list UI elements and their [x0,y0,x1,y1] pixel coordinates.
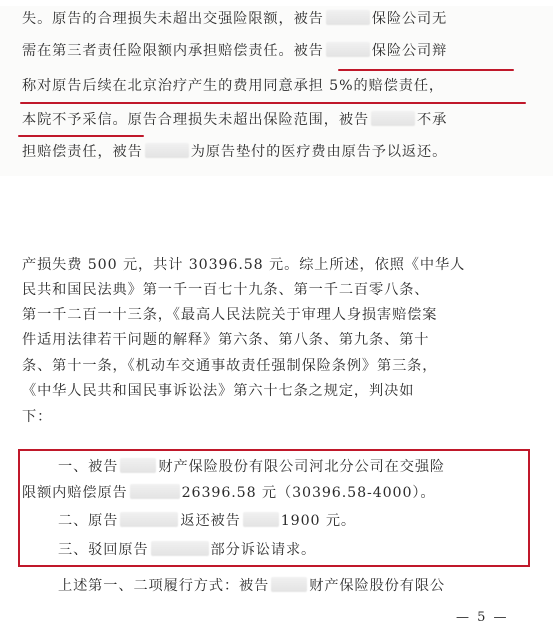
text-segment: 原告合理损失未超出保险范围，被告 [127,112,370,128]
text-segment: 26396.58 元（30396.58-4000）。 [181,485,436,501]
lower-line-5 [22,357,532,375]
text-segment: 一、被告 [58,459,119,475]
upper-line-3 [22,77,532,95]
text-segment: 条、第十一条，《机动车交通事故责任强制保险条例》第三条， [22,358,438,374]
red-underline [18,135,144,137]
text-segment: 财产保险股份有限公司河北分公司在交强险 [158,459,446,475]
text-segment: 民共和国民法典》第一千一百七十九条、第一千二百零八条、 [22,282,430,298]
text-segment: 失。原告的合理损失未超出交强险限额，被告 [22,11,324,27]
judgment-item-3 [58,541,553,559]
text-segment: 本院不予采信。 [22,112,128,128]
red-underline [338,69,514,71]
upper-line-1 [22,10,532,28]
text-segment: 件适用法律若干问题的解释》第六条、第八条、第九条、第十 [22,332,430,348]
upper-line-4 [22,111,532,129]
redacted-name [326,10,370,25]
redacted-name [120,458,156,473]
text-segment: 第一千二百一十三条，《最高人民法院关于审理人身损害赔偿案 [22,307,438,323]
redacted-name [271,577,307,592]
text-segment: 需在第三者责任险限额内承担赔偿责任。 [22,43,294,59]
footer-line [58,577,553,595]
text-segment: 担赔偿责任，被告 [22,144,143,160]
text-segment: 三、驳回原告 [58,542,149,558]
lower-line-1 [22,256,532,274]
text-segment: 称对原告后续在北京治疗产生的费用同意承担 5%的赔偿责任， [22,78,444,94]
judgment-item-1-cont [22,484,532,502]
text-segment: 财产保险股份有限公 [309,578,446,594]
judgment-item-1 [58,458,553,476]
text-segment: 二、原告 [58,513,119,529]
lower-line-6 [22,382,532,400]
upper-line-2 [22,42,532,60]
redacted-name [145,143,189,158]
judgment-item-2 [58,512,553,530]
text-segment: 部分诉讼请求。 [210,542,317,558]
text-segment: 保险公司辩 [371,43,448,59]
text-segment: 下： [22,409,53,425]
page-number: — 5 — [456,610,509,625]
redacted-name [120,512,178,527]
redacted-name [130,484,180,499]
lower-line-2 [22,281,532,299]
redacted-name [371,111,415,126]
redacted-name [243,512,279,527]
red-underline [20,102,526,104]
redacted-name [151,541,209,556]
lower-line-7 [22,408,532,426]
text-segment: 限额内赔偿原告 [22,485,128,501]
text-segment: 返还被告 [180,513,241,529]
text-segment: 产损失费 500 元，共计 30396.58 元。综上所述，依照《中华人 [22,257,466,273]
text-segment: 为原告垫付的医疗费由原告予以返还。 [190,144,448,160]
text-segment: 上述第一、二项履行方式：被告 [58,578,270,594]
text-segment: 保险公司无 [371,11,448,27]
upper-excerpt [0,6,553,176]
text-segment: 被告 [293,43,324,59]
lower-excerpt [0,232,553,633]
text-segment: 不承 [417,112,448,128]
redacted-name [326,42,370,57]
lower-line-4 [22,331,532,349]
lower-line-3 [22,306,532,324]
upper-line-5 [22,143,532,161]
text-segment: 1900 元。 [280,513,357,529]
text-segment: 《中华人民共和国民事诉讼法》第六十七条之规定，判决如 [22,383,415,399]
